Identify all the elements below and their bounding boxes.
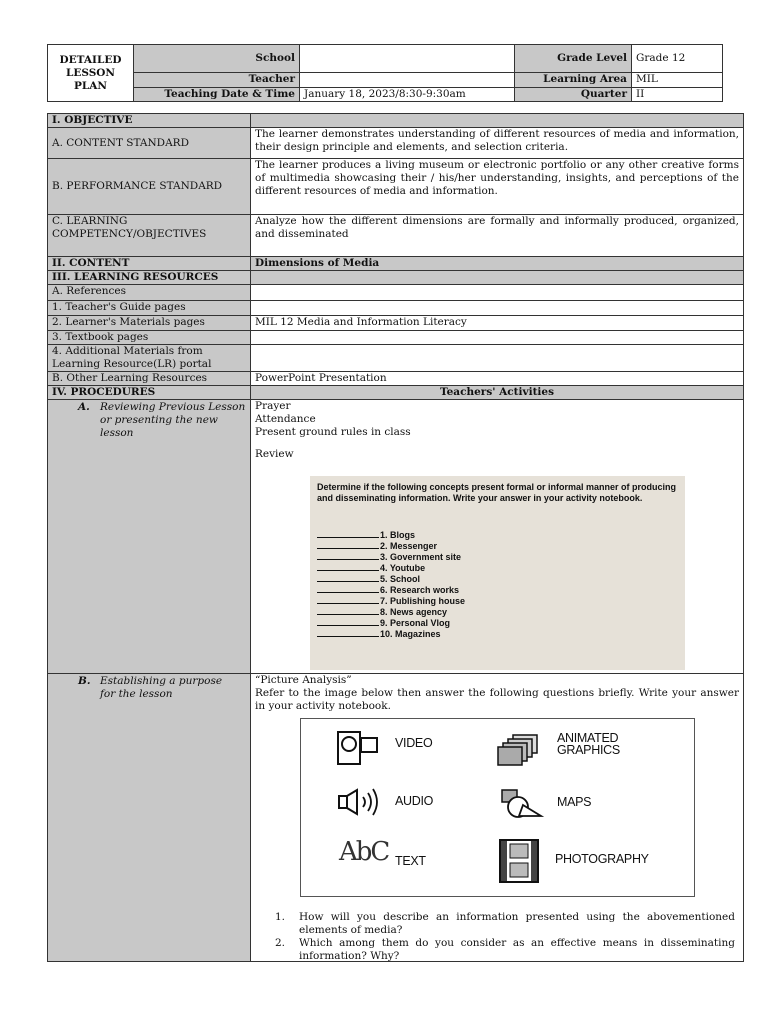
performance-standard-label: B. PERFORMANCE STANDARD: [48, 159, 251, 215]
activities-heading: Teachers' Activities: [251, 386, 744, 400]
quarter-label: Quarter: [515, 88, 632, 102]
objective-heading: I. OBJECTIVE: [48, 114, 251, 128]
school-value: [300, 45, 515, 73]
procedure-a-text: Reviewing Previous Lesson or presenting the new lesson: [100, 401, 246, 439]
teaching-date-value: January 18, 2023/8:30-9:30am: [300, 88, 515, 102]
animated-graphics-label: ANIMATED GRAPHICS: [557, 731, 620, 757]
list-item: 3. Government site: [317, 551, 465, 562]
learners-materials-label: 2. Learner's Materials pages: [48, 316, 251, 331]
list-item: 1. Blogs: [317, 529, 465, 540]
other-resources-label: B. Other Learning Resources: [48, 372, 251, 386]
teacher-value: [300, 73, 515, 88]
text-label: TEXT: [395, 854, 426, 868]
procedure-a-activities: [251, 400, 744, 674]
list-item: 4. Youtube: [317, 562, 465, 573]
picture-analysis-instruction: Refer to the image below then answer the following questions briefly. Write your answer in your activity notebook.: [255, 687, 739, 712]
content-standard-label: A. CONTENT STANDARD: [48, 128, 251, 159]
learners-materials-value: MIL 12 Media and Information Literacy: [251, 316, 744, 331]
audio-icon: [337, 787, 383, 817]
list-item: 6. Research works: [317, 584, 465, 595]
content-heading: II. CONTENT: [48, 257, 251, 271]
ground-rules-line: Present ground rules in class: [255, 426, 411, 438]
learning-area-value: MIL: [632, 73, 723, 88]
procedure-a-letter: A.: [78, 401, 90, 413]
video-icon: [337, 731, 381, 765]
teacher-label: Teacher: [134, 73, 300, 88]
content-value: Dimensions of Media: [251, 257, 744, 271]
list-item: 10. Magazines: [317, 628, 465, 639]
list-item: 2. Which among them do you consider as an effective means in disseminating information? Why?: [275, 937, 735, 962]
additional-materials-label: 4. Additional Materials from Learning Resource(LR) portal: [48, 345, 251, 372]
procedure-a-label: [48, 400, 251, 674]
attendance-line: Attendance: [255, 413, 316, 425]
references-label: A. References: [48, 285, 251, 301]
procedure-b-text: Establishing a purpose for the lesson: [100, 675, 223, 700]
text-icon: AbC: [339, 837, 389, 867]
list-item: 2. Messenger: [317, 540, 465, 551]
list-item: 8. News agency: [317, 606, 465, 617]
worksheet-items: [317, 529, 465, 639]
textbook-label: 3. Textbook pages: [48, 331, 251, 345]
content-standard-text: The learner demonstrates understanding of different resources of media and information, their design principle and elements, and selection criteria.: [251, 128, 744, 159]
list-item: 7. Publishing house: [317, 595, 465, 606]
lesson-plan-table: [47, 113, 744, 962]
procedure-b-letter: B.: [78, 675, 91, 687]
grade-level-label: Grade Level: [515, 45, 632, 73]
review-label: Review: [255, 448, 294, 460]
maps-icon: [501, 787, 545, 819]
other-resources-value: PowerPoint Presentation: [251, 372, 744, 386]
review-worksheet: [310, 476, 685, 670]
photography-label: PHOTOGRAPHY: [555, 852, 649, 866]
media-elements-image: [300, 718, 695, 897]
teaching-date-label: Teaching Date & Time: [134, 88, 300, 102]
animated-graphics-icon: [497, 733, 541, 767]
lesson-plan-title: DETAILED LESSON PLAN: [48, 45, 134, 102]
competency-label: C. LEARNING COMPETENCY/OBJECTIVES: [48, 215, 251, 257]
list-item: 9. Personal Vlog: [317, 617, 465, 628]
quarter-value: II: [632, 88, 723, 102]
question-list: [275, 911, 735, 963]
list-item: 1. How will you describe an information presented using the abovementioned elements of media?: [275, 911, 735, 936]
grade-level-value: Grade 12: [632, 45, 723, 73]
learning-area-label: Learning Area: [515, 73, 632, 88]
header-table: [47, 44, 723, 102]
video-label: VIDEO: [395, 736, 433, 750]
photography-icon: [499, 839, 539, 883]
school-label: School: [134, 45, 300, 73]
resources-heading: III. LEARNING RESOURCES: [48, 271, 251, 285]
worksheet-instruction: Determine if the following concepts present formal or informal manner of producing and disseminating information. Write your answer in your activity notebook.: [317, 482, 677, 503]
performance-standard-text: The learner produces a living museum or electronic portfolio or any other creative forms of multimedia showcasing their / his/her understanding, insights, and perceptions of the different resources of media and information.: [251, 159, 744, 215]
procedures-heading: IV. PROCEDURES: [48, 386, 251, 400]
picture-analysis-title: “Picture Analysis”: [255, 674, 352, 686]
competency-text: Analyze how the different dimensions are formally and informally produced, organized, and disseminated: [251, 215, 744, 257]
prayer-line: Prayer: [255, 400, 291, 412]
maps-label: MAPS: [557, 795, 592, 809]
list-item: 5. School: [317, 573, 465, 584]
teachers-guide-label: 1. Teacher's Guide pages: [48, 301, 251, 316]
procedure-b-activities: [251, 674, 744, 962]
procedure-b-label: [48, 674, 251, 962]
audio-label: AUDIO: [395, 794, 434, 808]
